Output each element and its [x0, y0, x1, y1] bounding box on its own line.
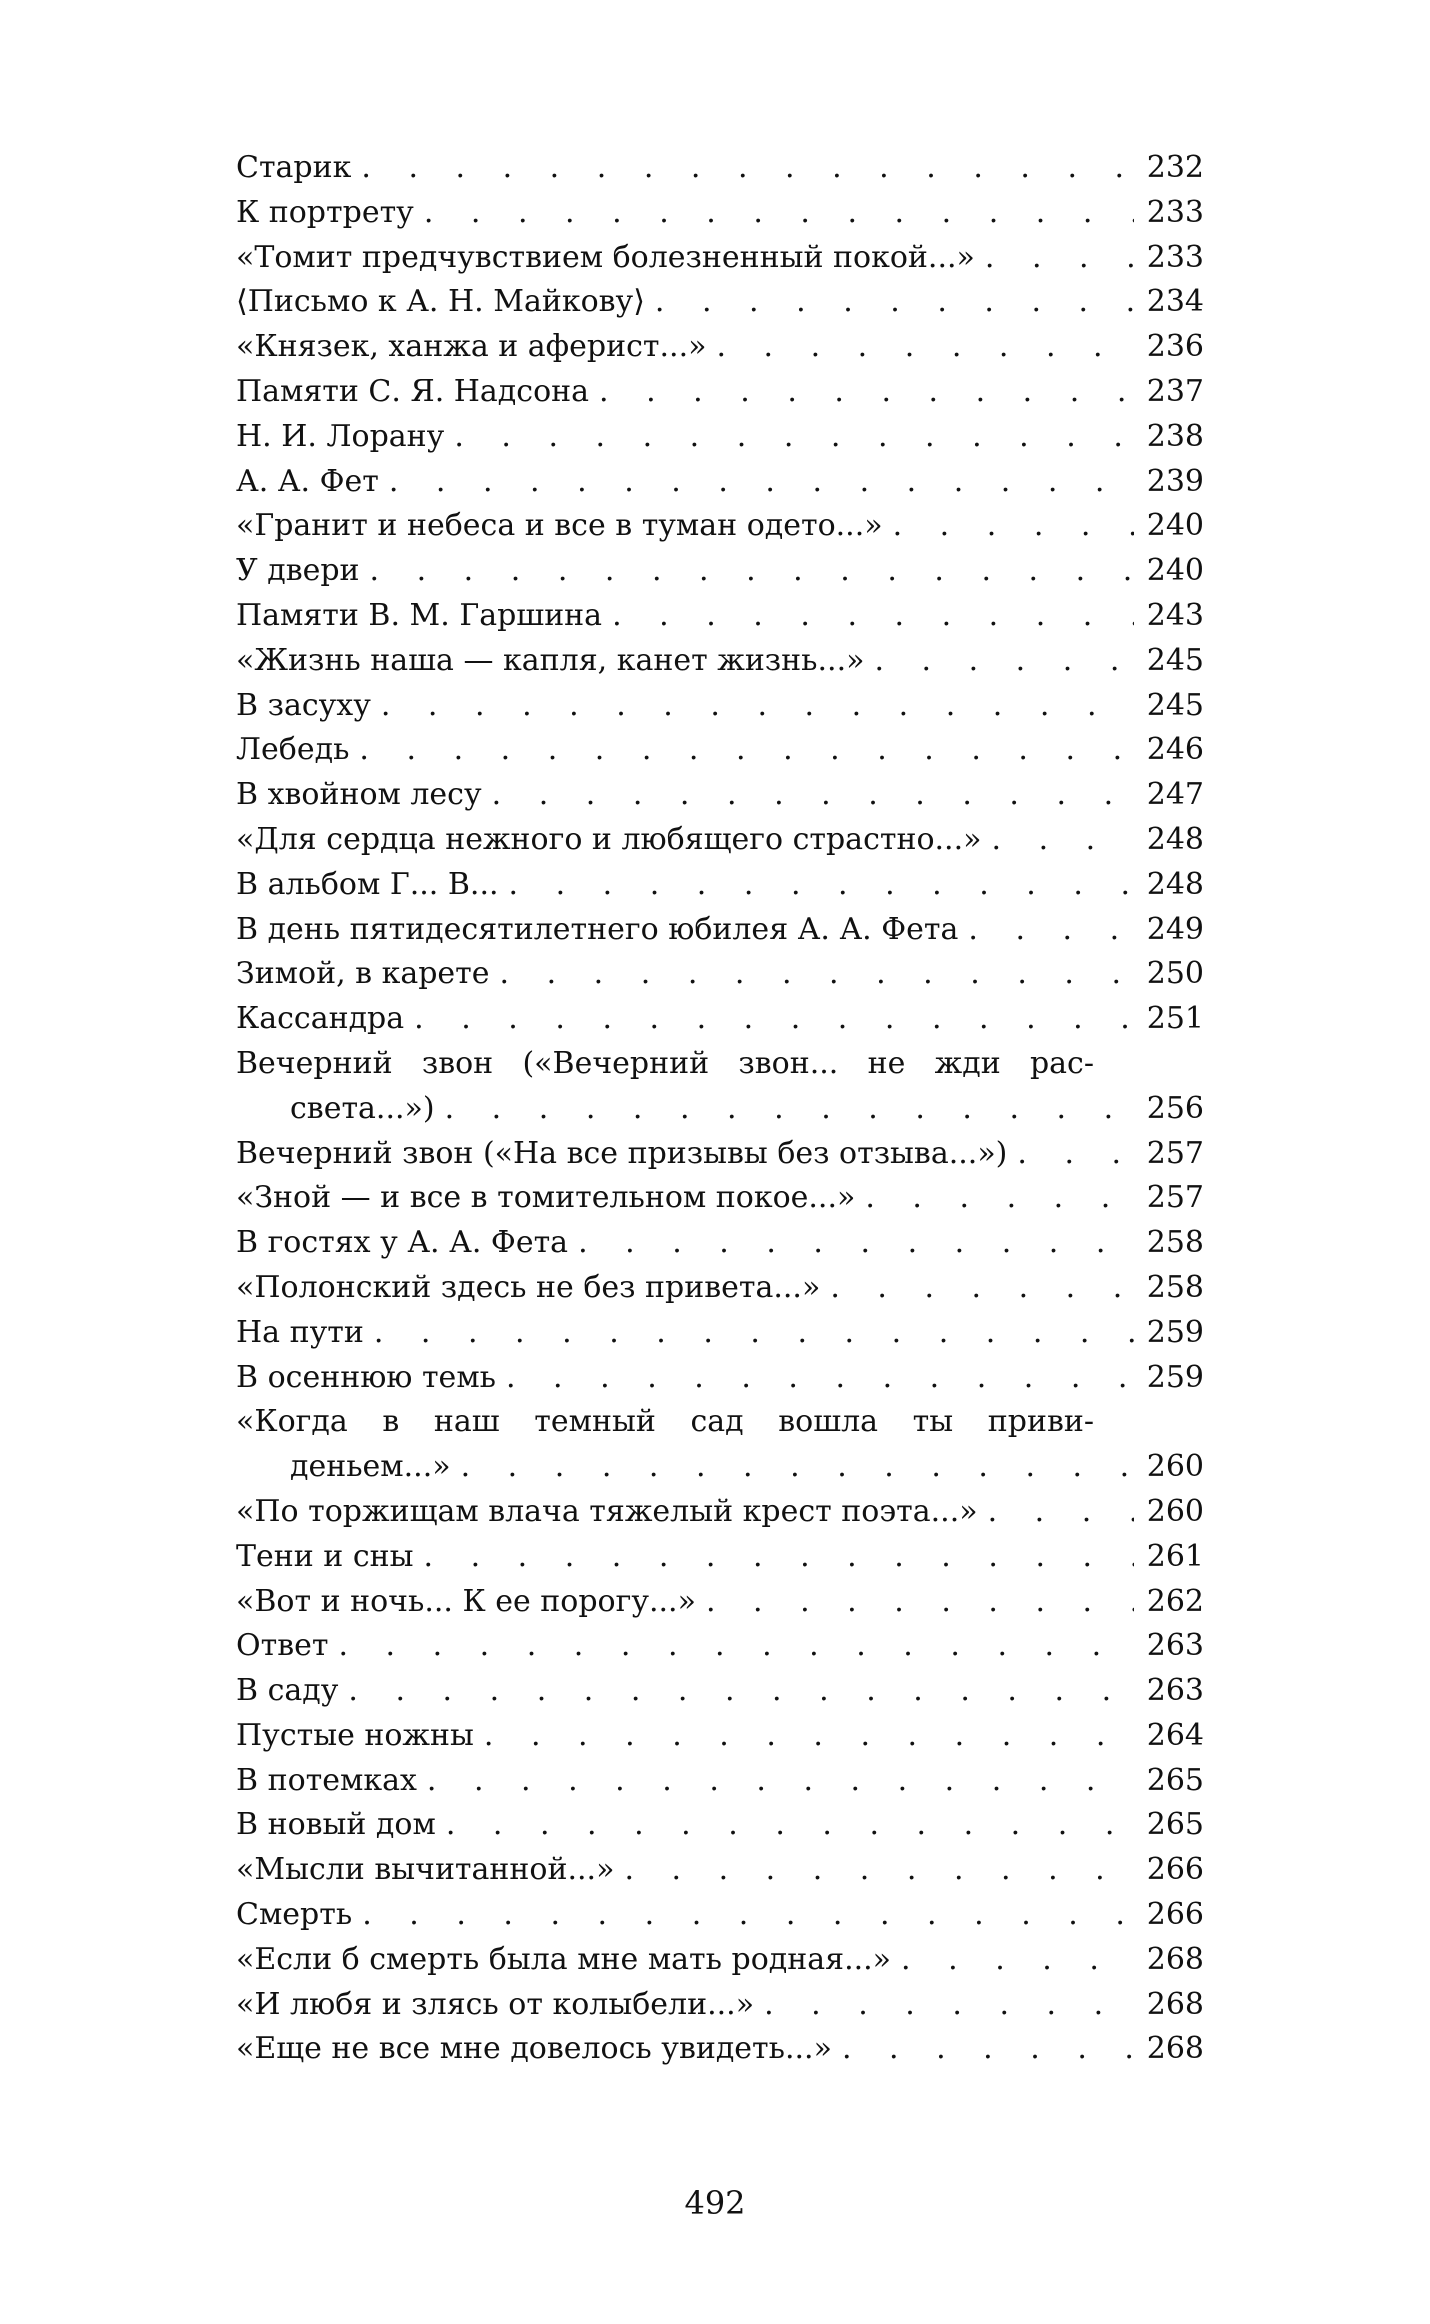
toc-entry-title: В засуху	[236, 687, 371, 723]
leader-dots	[338, 1669, 1134, 1714]
toc-entry	[236, 639, 1204, 684]
toc-entry-page: 234	[1146, 284, 1204, 320]
toc-group-3	[236, 1490, 1204, 2072]
toc-entry-page: 232	[1146, 150, 1204, 185]
toc-entry-title: «Мысли вычитанной...»	[236, 1852, 615, 1888]
leader-dots	[883, 504, 1134, 549]
table-of-contents	[236, 146, 1204, 2072]
toc-entry	[236, 1266, 1204, 1311]
toc-entry-title: В осеннюю темь	[236, 1359, 496, 1395]
leader-dots	[360, 549, 1134, 594]
toc-entry	[236, 1311, 1204, 1356]
toc-entry-title: «Гранит и небеса и все в туман одето...»	[236, 508, 883, 544]
leader-dots	[958, 908, 1134, 953]
toc-entry	[236, 908, 1204, 953]
leader-dots	[351, 146, 1134, 191]
leader-dots	[364, 1311, 1134, 1356]
toc-entry-title: Смерть	[236, 1897, 353, 1933]
toc-entry	[236, 415, 1204, 460]
toc-entry	[236, 1132, 1204, 1177]
toc-entry-page: 268	[1146, 2031, 1204, 2067]
toc-entry-title: «Князек, ханжа и аферист...»	[236, 329, 707, 365]
toc-entry-multiline	[236, 1400, 1204, 1490]
toc-entry	[236, 370, 1204, 415]
toc-entry	[236, 1848, 1204, 1893]
toc-entry-page: 240	[1146, 553, 1204, 589]
toc-entry-title: «Томит предчувствием болезненный покой...»	[236, 239, 975, 275]
leader-dots	[444, 415, 1134, 460]
toc-entry-title: К портрету	[236, 194, 414, 230]
toc-entry-page: 245	[1146, 687, 1204, 723]
toc-entry-line2	[236, 1087, 1204, 1132]
toc-entry-title-line1: «Когда в наш темный сад вошла ты приви-	[236, 1404, 1094, 1440]
toc-group-1	[236, 146, 1204, 1042]
toc-entry-line2	[236, 1445, 1204, 1490]
toc-entry-title: «Если б смерть была мне мать родная...»	[236, 1941, 892, 1977]
toc-entry	[236, 1759, 1204, 1804]
toc-entry-title: «Полонский здесь не без привета...»	[236, 1269, 821, 1305]
leader-dots	[417, 1759, 1134, 1804]
toc-entry-page: 262	[1146, 1583, 1204, 1619]
toc-entry-title: В потемках	[236, 1762, 417, 1798]
toc-entry-title: Тени и сны	[236, 1538, 414, 1574]
leader-dots	[1007, 1132, 1134, 1177]
leader-dots	[832, 2027, 1134, 2072]
toc-entry-title-line2: деньем...»	[290, 1449, 451, 1485]
toc-entry	[236, 2027, 1204, 2072]
toc-entry-page: 268	[1146, 1986, 1204, 2022]
toc-entry	[236, 1669, 1204, 1714]
toc-entry-page: 264	[1146, 1717, 1204, 1753]
toc-entry	[236, 280, 1204, 325]
leader-dots	[451, 1445, 1134, 1490]
toc-entry	[236, 1490, 1204, 1535]
toc-entry-page: 236	[1146, 329, 1204, 365]
toc-entry	[236, 1803, 1204, 1848]
toc-entry	[236, 818, 1204, 863]
leader-dots	[436, 1803, 1134, 1848]
leader-dots	[589, 370, 1134, 415]
toc-entry-title: Пустые ножны	[236, 1717, 474, 1753]
leader-dots	[855, 1176, 1134, 1221]
toc-entry-title: Памяти В. М. Гаршина	[236, 597, 603, 633]
toc-entry-title: В гостях у А. А. Фета	[236, 1225, 569, 1261]
toc-entry-page: 251	[1146, 1001, 1204, 1037]
toc-entry	[236, 1221, 1204, 1266]
toc-entry-page: 248	[1146, 866, 1204, 902]
toc-entry	[236, 1580, 1204, 1625]
toc-entry-page: 233	[1146, 239, 1204, 275]
leader-dots	[379, 460, 1134, 505]
toc-entry-title: В хвойном лесу	[236, 777, 482, 813]
toc-entry-page: 246	[1146, 732, 1204, 768]
toc-entry-page: 258	[1146, 1225, 1204, 1261]
toc-entry-page: 265	[1146, 1807, 1204, 1843]
toc-entry-title-line1: Вечерний звон («Вечерний звон... не жди рас-	[236, 1045, 1094, 1081]
toc-entry-title: «Жизнь наша — капля, канет жизнь...»	[236, 642, 865, 678]
leader-dots	[352, 1893, 1134, 1938]
toc-entry	[236, 594, 1204, 639]
leader-dots	[982, 818, 1135, 863]
toc-entry-title: В день пятидесятилетнего юбилея А. А. Фета	[236, 911, 959, 947]
toc-entry-page: 259	[1146, 1359, 1204, 1395]
toc-entry-page: 258	[1146, 1269, 1204, 1305]
toc-entry-title: В альбом Г... В...	[236, 866, 499, 902]
toc-entry	[236, 684, 1204, 729]
toc-entry	[236, 236, 1204, 281]
toc-entry-page: 266	[1146, 1852, 1204, 1888]
leader-dots	[349, 728, 1134, 773]
toc-entry-page: 245	[1146, 642, 1204, 678]
toc-entry-page: 263	[1146, 1628, 1204, 1664]
toc-entry	[236, 773, 1204, 818]
toc-entry	[236, 1714, 1204, 1759]
toc-entry-page: 257	[1146, 1180, 1204, 1216]
leader-dots	[706, 325, 1134, 370]
toc-entry-title: «Зной — и все в томительном покое...»	[236, 1180, 856, 1216]
toc-entry-title: «Еще не все мне довелось увидеть...»	[236, 2031, 832, 2067]
leader-dots	[645, 280, 1134, 325]
toc-entry-page: 256	[1146, 1090, 1204, 1126]
toc-entry	[236, 1176, 1204, 1221]
toc-entry-title: Старик	[236, 150, 352, 185]
toc-entry-page: 243	[1146, 597, 1204, 633]
toc-entry-page: 233	[1146, 194, 1204, 230]
leader-dots	[482, 773, 1134, 818]
leader-dots	[754, 1983, 1134, 2028]
leader-dots	[975, 236, 1134, 281]
toc-entry-page: 263	[1146, 1673, 1204, 1709]
toc-entry-title: «Для сердца нежного и любящего страстно...»	[236, 821, 982, 857]
toc-entry-page: 248	[1146, 821, 1204, 857]
toc-entry	[236, 1938, 1204, 1983]
toc-entry-title: ⟨Письмо к А. Н. Майкову⟩	[236, 284, 645, 320]
leader-dots	[371, 684, 1134, 729]
toc-entry	[236, 1983, 1204, 2028]
page-number: 492	[684, 2184, 746, 2222]
toc-entry-title: Зимой, в карете	[236, 956, 490, 992]
leader-dots	[414, 191, 1134, 236]
toc-entry-title: Памяти С. Я. Надсона	[236, 373, 590, 409]
toc-entry	[236, 146, 1204, 191]
toc-group-2	[236, 1132, 1204, 1401]
toc-entry-title: Ответ	[236, 1628, 329, 1664]
toc-entry	[236, 1356, 1204, 1401]
toc-entry-title: А. А. Фет	[236, 463, 379, 499]
toc-entry	[236, 1893, 1204, 1938]
toc-entry-title-line2: света...»)	[290, 1090, 435, 1126]
leader-dots	[820, 1266, 1134, 1311]
leader-dots	[435, 1087, 1134, 1132]
toc-entry	[236, 460, 1204, 505]
leader-dots	[496, 1356, 1134, 1401]
toc-entry-page: 240	[1146, 508, 1204, 544]
leader-dots	[696, 1580, 1134, 1625]
leader-dots	[864, 639, 1134, 684]
toc-entry	[236, 549, 1204, 594]
leader-dots	[414, 1535, 1135, 1580]
toc-entry-page: 259	[1146, 1314, 1204, 1350]
leader-dots	[614, 1848, 1134, 1893]
toc-entry-title: Н. И. Лорану	[236, 418, 445, 454]
leader-dots	[978, 1490, 1134, 1535]
toc-entry-page: 238	[1146, 418, 1204, 454]
toc-entry-page: 268	[1146, 1941, 1204, 1977]
toc-entry-page: 261	[1146, 1538, 1204, 1574]
toc-entry-page: 260	[1146, 1449, 1204, 1485]
toc-entry-title: «По торжищам влача тяжелый крест поэта...»	[236, 1493, 978, 1529]
leader-dots	[568, 1221, 1134, 1266]
toc-entry-page: 266	[1146, 1897, 1204, 1933]
toc-entry-title: На пути	[236, 1314, 364, 1350]
toc-entry-page: 250	[1146, 956, 1204, 992]
leader-dots	[891, 1938, 1134, 1983]
toc-entry	[236, 997, 1204, 1042]
toc-entry	[236, 863, 1204, 908]
toc-entry-page: 265	[1146, 1762, 1204, 1798]
leader-dots	[602, 594, 1134, 639]
leader-dots	[328, 1624, 1134, 1669]
leader-dots	[474, 1714, 1134, 1759]
leader-dots	[499, 863, 1134, 908]
toc-entry-page: 257	[1146, 1135, 1204, 1171]
toc-entry-title: Кассандра	[236, 1001, 405, 1037]
toc-entry-page: 249	[1146, 911, 1204, 947]
toc-entry-multiline	[236, 1042, 1204, 1132]
toc-entry-title: «Вот и ночь... К ее порогу...»	[236, 1583, 696, 1619]
toc-entry-title: В саду	[236, 1673, 339, 1709]
toc-entry-page: 239	[1146, 463, 1204, 499]
toc-entry	[236, 1624, 1204, 1669]
toc-entry-page: 260	[1146, 1493, 1204, 1529]
toc-entry	[236, 191, 1204, 236]
toc-entry	[236, 325, 1204, 370]
toc-entry	[236, 728, 1204, 773]
toc-entry-page: 237	[1146, 373, 1204, 409]
toc-entry-title: У двери	[236, 553, 360, 589]
leader-dots	[490, 952, 1134, 997]
toc-entry-title: «И любя и злясь от колыбели...»	[236, 1986, 755, 2022]
toc-entry-page: 247	[1146, 777, 1204, 813]
toc-entry	[236, 1535, 1204, 1580]
toc-entry-title: В новый дом	[236, 1807, 436, 1843]
toc-entry	[236, 952, 1204, 997]
leader-dots	[404, 997, 1134, 1042]
toc-entry	[236, 504, 1204, 549]
toc-entry-title: Вечерний звон («На все призывы без отзыва...»)	[236, 1135, 1008, 1171]
toc-entry-title: Лебедь	[236, 732, 350, 768]
